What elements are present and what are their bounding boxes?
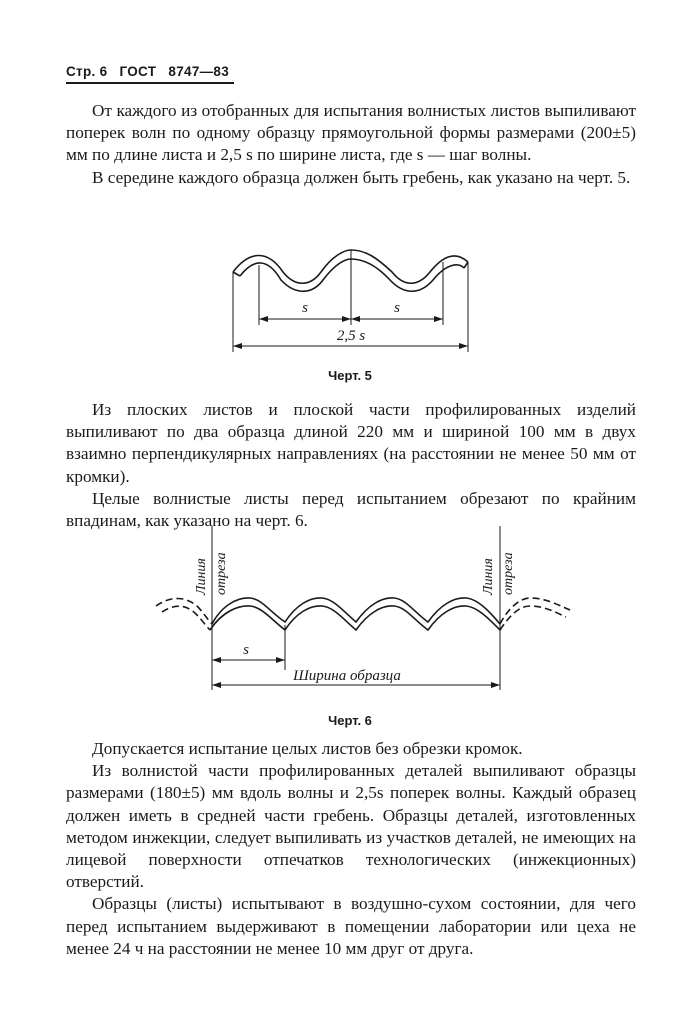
standard-label: ГОСТ bbox=[119, 64, 157, 79]
paragraph: Образцы (листы) испытывают в воздушно-сухом состоянии, для чего перед испытанием выдерживают в помещении лаборатории или цеха не менее 24 ч на расстоянии не менее 10 мм друг от друга. bbox=[66, 894, 636, 958]
wave-discarded-right bbox=[500, 598, 570, 624]
wave-sample-lower bbox=[210, 606, 500, 630]
paragraph: Из плоских листов и плоской части профилированных изделий выпиливают по два образца длиной 220 мм и шириной 100 мм в двух взаимно перпендикулярных направлениях (на расстоянии не менее 50 мм от кромки). bbox=[66, 400, 636, 486]
page-number: Стр. 6 bbox=[66, 64, 108, 79]
cut-label-right-1: Линия bbox=[481, 558, 496, 595]
paragraph: Целые волнистые листы перед испытанием обрезают по крайним впадинам, как указано на черт. 6. bbox=[66, 488, 636, 531]
arrowhead bbox=[276, 657, 285, 663]
dim-label-s-right: s bbox=[394, 300, 400, 316]
page-header bbox=[66, 64, 234, 84]
arrowhead bbox=[491, 682, 500, 688]
figure-6-caption: Черт. 6 bbox=[328, 713, 372, 728]
arrowhead bbox=[434, 316, 443, 322]
figure-5-caption: Черт. 5 bbox=[328, 368, 372, 383]
dim-label-s-left: s bbox=[302, 300, 308, 316]
cut-label-right-2: отреза bbox=[501, 552, 516, 595]
wave-discarded-left-lower bbox=[162, 606, 210, 630]
arrowhead bbox=[342, 316, 351, 322]
dim-label-total: 2,5 s bbox=[336, 328, 366, 344]
text-block-bottom bbox=[66, 738, 636, 960]
paragraph: От каждого из отобранных для испытания волнистых листов выпиливают поперек волн по одному образцу прямоугольной формы размерами (200±5) мм по длине листа и 2,5 s по ширине листа, где s — шаг волны. bbox=[66, 101, 636, 165]
paragraph: В середине каждого образца должен быть гребень, как указано на черт. 5. bbox=[92, 167, 631, 187]
arrowhead bbox=[233, 343, 242, 349]
dim-label-width: Ширина образца bbox=[293, 668, 401, 684]
wave-profile-lower bbox=[240, 259, 464, 291]
text-block-middle bbox=[66, 399, 636, 532]
cut-label-left-2: отреза bbox=[214, 552, 229, 595]
paragraph: Допускается испытание целых листов без обрезки кромок. bbox=[92, 739, 523, 758]
arrowhead bbox=[351, 316, 360, 322]
figure-6-drawing bbox=[0, 520, 700, 695]
wave-sample-upper bbox=[212, 598, 500, 624]
dim-label-s: s bbox=[243, 642, 249, 658]
arrowhead bbox=[212, 682, 221, 688]
arrowhead bbox=[459, 343, 468, 349]
arrowhead bbox=[212, 657, 221, 663]
standard-number: 8747—83 bbox=[168, 64, 230, 79]
figure-5-drawing bbox=[0, 238, 700, 368]
text-block-top bbox=[66, 100, 636, 189]
arrowhead bbox=[259, 316, 268, 322]
paragraph: Из волнистой части профилированных деталей выпиливают образцы размерами (180±5) мм вдоль волны и 2,5s поперек волны. Каждый образец должен иметь в средней части гребень. Образцы деталей, изготовленных методом инжекции, следует выпиливать из участков деталей, не имеющих на лицевой поверхности отпечатков технологических (инжекционных) отверстий. bbox=[66, 761, 636, 892]
cut-label-left-1: Линия bbox=[194, 558, 209, 595]
